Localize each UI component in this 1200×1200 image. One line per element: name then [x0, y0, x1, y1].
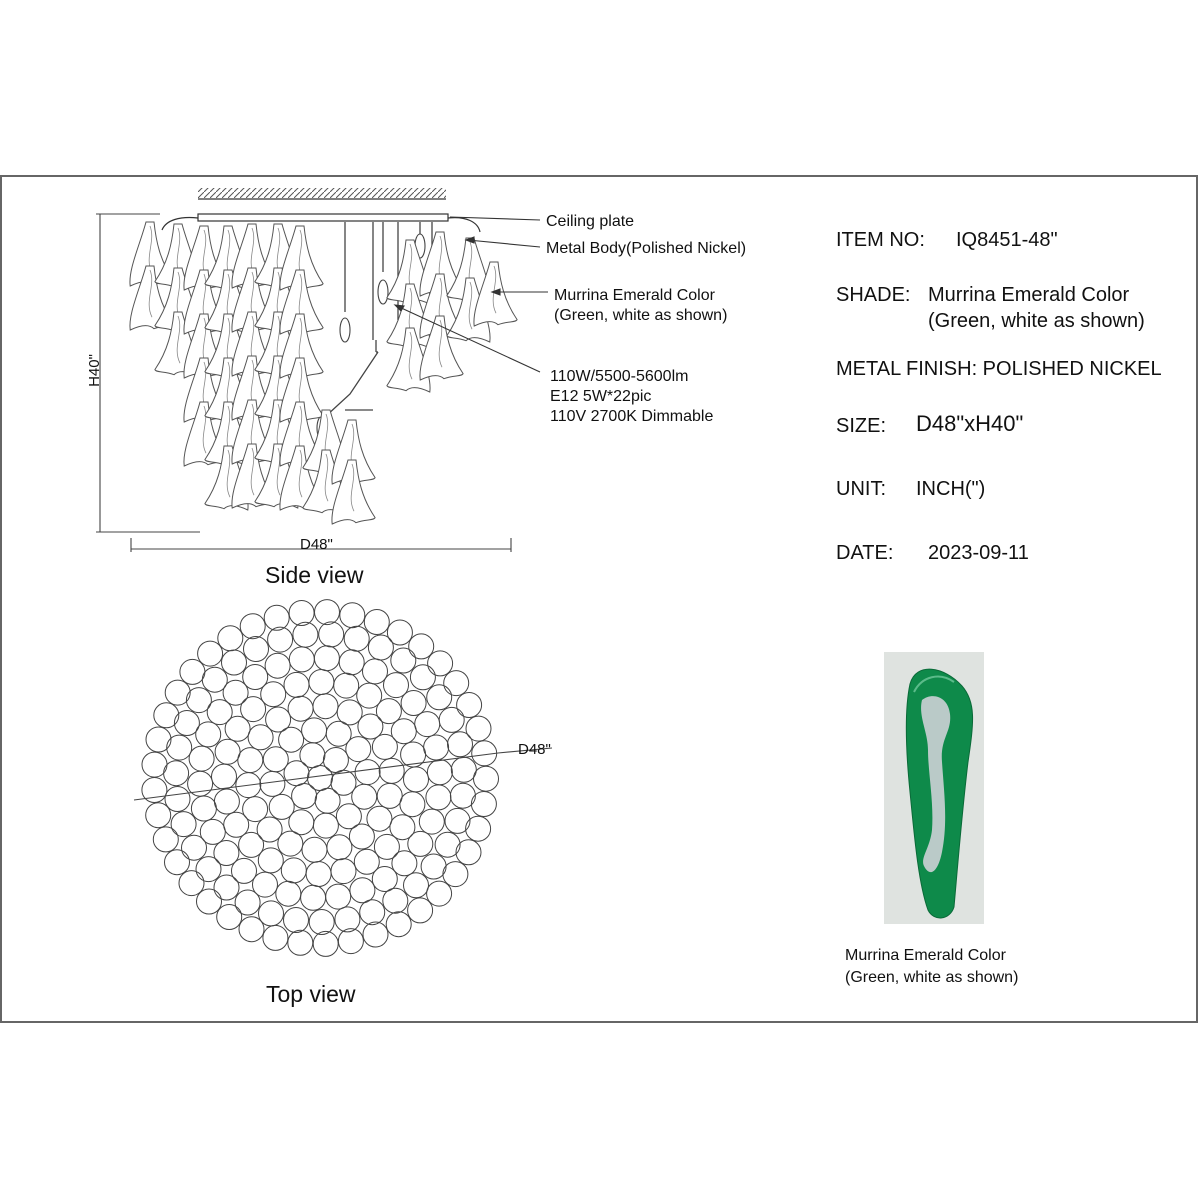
- shade-circle: [198, 641, 223, 666]
- shade-circle: [387, 620, 412, 645]
- side-view-title: Side view: [265, 562, 364, 588]
- shade-circle: [276, 881, 301, 906]
- shade-circle: [182, 835, 207, 860]
- shade-circle: [323, 748, 348, 773]
- shade-circle: [302, 837, 327, 862]
- shade-circle: [391, 648, 416, 673]
- shade-circle: [196, 857, 221, 882]
- shade-circle: [179, 871, 204, 896]
- power-callout-line1: 110W/5500-5600lm: [550, 368, 689, 385]
- shade-label: SHADE:: [836, 284, 911, 306]
- shade-circle: [466, 716, 491, 741]
- item-no-label: ITEM NO:: [836, 229, 925, 251]
- unit-value: INCH("): [916, 478, 986, 500]
- shade-circle: [289, 647, 314, 672]
- shade-circle: [142, 752, 167, 777]
- shade-circle: [218, 626, 243, 651]
- shade-circle: [308, 766, 333, 791]
- shade-circle: [235, 890, 260, 915]
- shade-circle: [217, 905, 242, 930]
- top-view-title: Top view: [266, 981, 356, 1007]
- shade-circle: [300, 743, 325, 768]
- shade-circle: [339, 650, 364, 675]
- shade-circle: [443, 862, 468, 887]
- shade-circle: [214, 875, 239, 900]
- shade-circle: [315, 788, 340, 813]
- date-label: DATE:: [836, 542, 894, 564]
- shade-circle: [240, 614, 265, 639]
- shade-circle: [451, 757, 476, 782]
- shade-circle: [439, 707, 464, 732]
- shade-circle: [421, 854, 446, 879]
- shade-circle: [448, 732, 473, 757]
- shade-circle: [363, 659, 388, 684]
- shade-circle: [363, 922, 388, 947]
- shade-circle: [346, 737, 371, 762]
- date-value: 2023-09-11: [928, 542, 1029, 564]
- shade-circle: [269, 794, 294, 819]
- shade-circle: [313, 813, 338, 838]
- shade-circle: [244, 637, 269, 662]
- unit-label: UNIT:: [836, 478, 886, 500]
- right-hook-arm: [448, 218, 480, 232]
- shade-circle: [415, 712, 440, 737]
- power-callout-line2: E12 5W*22pic: [550, 388, 652, 405]
- ceiling-plate-label: Ceiling plate: [546, 213, 635, 230]
- shade-circle: [284, 908, 309, 933]
- shade-circle: [428, 651, 453, 676]
- shade-circle: [284, 672, 309, 697]
- shade-circle: [309, 670, 334, 695]
- shade-circle: [457, 693, 482, 718]
- shade-circle: [419, 809, 444, 834]
- shade-circle: [215, 739, 240, 764]
- shade-circle: [293, 622, 318, 647]
- top-diameter-label: D48": [518, 741, 551, 758]
- shade-circle: [383, 888, 408, 913]
- shade-circle: [268, 627, 293, 652]
- shade-circle: [404, 873, 429, 898]
- shade-circle: [313, 694, 338, 719]
- shade-circle: [314, 646, 339, 671]
- shade-circle: [444, 671, 469, 696]
- shade-circle: [266, 707, 291, 732]
- shade-circle: [445, 808, 470, 833]
- shade-circle: [265, 653, 290, 678]
- height-dimension-label: H40": [85, 354, 103, 387]
- shade-circle: [379, 758, 404, 783]
- shade-circle: [171, 812, 196, 837]
- shade-circle: [292, 784, 317, 809]
- shade-circle: [409, 634, 434, 659]
- shade-circle: [167, 735, 192, 760]
- shade-circle: [239, 917, 264, 942]
- shade-circle: [264, 605, 289, 630]
- shade-circle: [309, 910, 334, 935]
- shade-circle: [364, 610, 389, 635]
- shade-circle: [334, 673, 359, 698]
- ceiling-hatch: [198, 188, 446, 198]
- power-callout-line3: 110V 2700K Dimmable: [550, 408, 714, 425]
- shade-circle: [281, 858, 306, 883]
- shade-circle: [301, 885, 326, 910]
- shade-circle: [319, 622, 344, 647]
- shade-circle: [189, 746, 214, 771]
- shade-circle: [326, 884, 351, 909]
- shade-circle: [338, 929, 363, 954]
- swatch-caption-line2: (Green, white as shown): [845, 969, 1019, 986]
- shade-circle: [331, 859, 356, 884]
- shade-circle: [391, 719, 416, 744]
- shade-circle: [212, 764, 237, 789]
- shade-circle: [377, 783, 402, 808]
- shade-circle: [335, 907, 360, 932]
- shade-circle: [180, 659, 205, 684]
- shade-circle: [426, 785, 451, 810]
- shade-circle: [238, 748, 263, 773]
- shade-circle: [146, 727, 171, 752]
- shade-circle: [243, 665, 268, 690]
- shade-circle: [344, 626, 369, 651]
- shade-circle: [401, 691, 426, 716]
- metal-body-label: Metal Body(Polished Nickel): [546, 240, 747, 257]
- shade-circle: [474, 766, 499, 791]
- top-view-drawing: [120, 588, 580, 968]
- shade-circle: [153, 827, 178, 852]
- glass-swatch-photo: [884, 652, 984, 924]
- shade-circle: [154, 703, 179, 728]
- shade-circle: [202, 667, 227, 692]
- shade-circle: [224, 812, 249, 837]
- shade-circle: [456, 840, 481, 865]
- shade-circle: [404, 767, 429, 792]
- shade-circle: [400, 792, 425, 817]
- shade-circle: [260, 771, 285, 796]
- shade-circles: [142, 600, 499, 957]
- shade-circle: [222, 650, 247, 675]
- shade-circle: [214, 841, 239, 866]
- shade-circle: [214, 789, 239, 814]
- shade-circle: [408, 898, 433, 923]
- shade-circle: [289, 601, 314, 626]
- shade-callout-line1: Murrina Emerald Color: [554, 287, 715, 304]
- shade-circle: [355, 760, 380, 785]
- shade-circle: [427, 685, 452, 710]
- glass-leaves: [130, 222, 517, 524]
- shade-value-line2: (Green, white as shown): [928, 310, 1145, 332]
- shade-circle: [306, 862, 331, 887]
- shade-circle: [466, 816, 491, 841]
- shade-circle: [427, 881, 452, 906]
- shade-circle: [278, 831, 303, 856]
- ceiling-plate: [198, 214, 448, 221]
- diameter-dimension-label: D48": [300, 536, 333, 553]
- shade-circle: [197, 889, 222, 914]
- item-no-value: IQ8451-48": [956, 229, 1058, 251]
- shade-circle: [288, 930, 313, 955]
- shade-circle: [350, 878, 375, 903]
- shade-circle: [191, 796, 216, 821]
- size-label: SIZE:: [836, 415, 887, 437]
- shade-circle: [263, 925, 288, 950]
- shade-circle: [424, 735, 449, 760]
- shade-circle: [392, 851, 417, 876]
- shade-circle: [174, 711, 199, 736]
- size-value: D48"xH40": [916, 411, 1024, 436]
- shade-circle: [337, 700, 362, 725]
- shade-circle: [302, 718, 327, 743]
- shade-circle: [427, 760, 452, 785]
- shade-circle: [340, 603, 365, 628]
- metal-finish: METAL FINISH: POLISHED NICKEL: [836, 358, 1162, 380]
- shade-callout-line2: (Green, white as shown): [554, 307, 728, 324]
- shade-circle: [410, 665, 435, 690]
- shade-circle: [146, 803, 171, 828]
- shade-circle: [386, 912, 411, 937]
- shade-circle: [288, 696, 313, 721]
- shade-circle: [327, 835, 352, 860]
- shade-circle: [313, 931, 338, 956]
- shade-circle: [360, 900, 385, 925]
- shade-circle: [349, 824, 374, 849]
- shade-circle: [284, 761, 309, 786]
- shade-circle: [165, 850, 190, 875]
- shade-value-line1: Murrina Emerald Color: [928, 284, 1130, 306]
- shade-circle: [471, 792, 496, 817]
- swatch-caption-line1: Murrina Emerald Color: [845, 947, 1006, 964]
- shade-circle: [165, 680, 190, 705]
- shade-circle: [315, 600, 340, 625]
